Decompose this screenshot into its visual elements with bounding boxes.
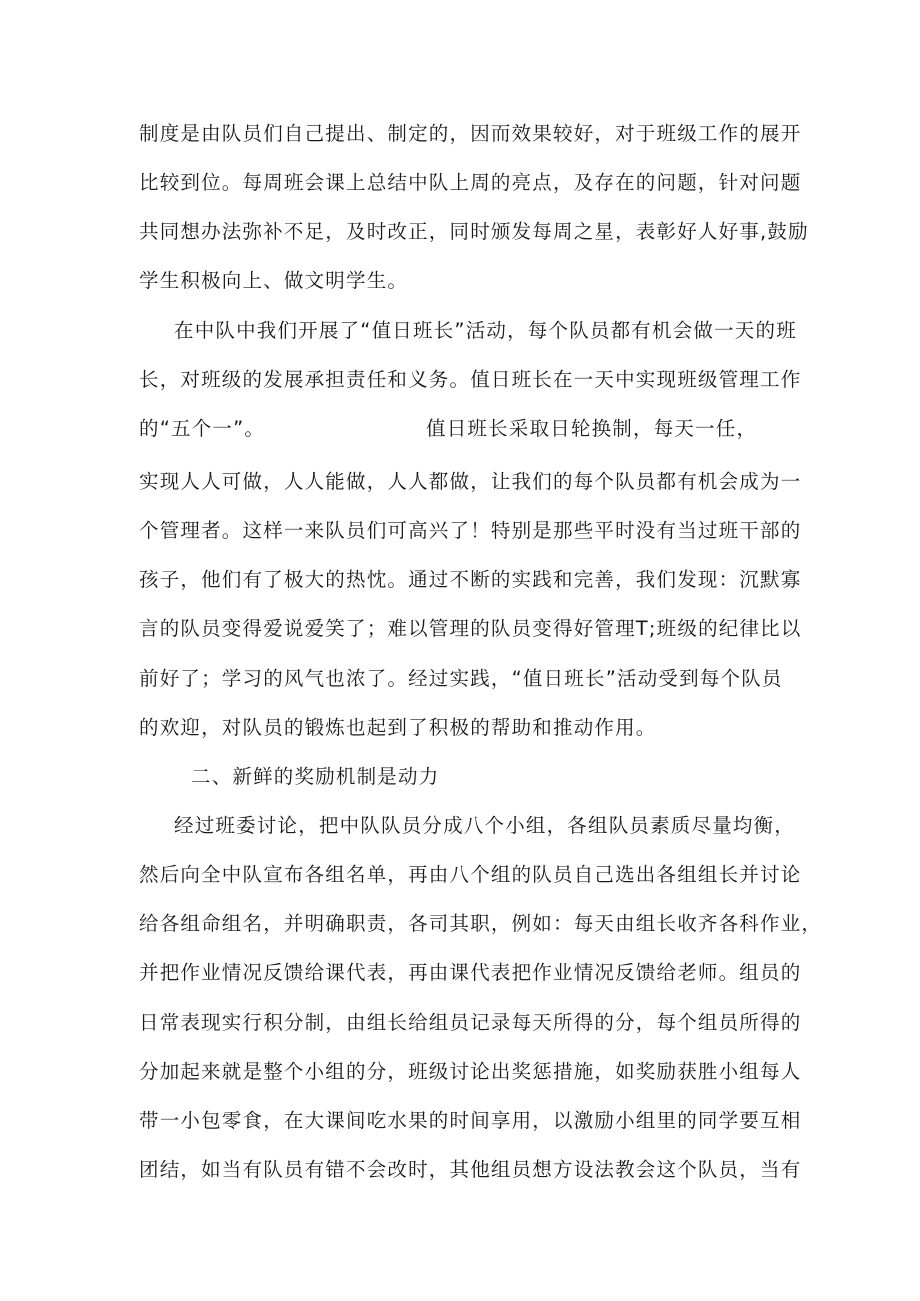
text-line: 共同想办法弥补不足，及时改正，同时颁发每周之星，表彰好人好事,鼓励 [139,220,809,243]
text-line: 学生积极向上、做文明学生。 [139,269,409,292]
text-line: 日常表现实行积分制，由组长给组员记录每天所得的分，每个组员所得的 [139,1011,802,1034]
text-line: 前好了；学习的风气也浓了。经过实践，“值日班长”活动受到每个队员 [139,667,783,690]
text-line: 言的队员变得爱说爱笑了；难以管理的队员变得好管理T;班级的纪律比以 [139,617,802,640]
text-line: 并把作业情况反馈给课代表，再由课代表把作业情况反馈给老师。组员的 [139,961,802,984]
text-line: 值日班长采取日轮换制，每天一任， [426,417,758,440]
text-line: 个管理者。这样一来队员们可高兴了！特别是那些平时没有当过班干部的 [139,519,802,542]
text-line: 带一小包零食，在大课间吃水果的时间享用，以激励小组里的同学要互相 [139,1109,802,1132]
text-line: 然后向全中队宣布各组名单，再由八个组的队员自己选出各组组长并讨论 [139,863,802,886]
text-line: 的欢迎，对队员的锻炼也起到了积极的帮助和推动作用。 [139,716,657,739]
section-heading: 二、新鲜的奖励机制是动力 [191,765,440,788]
text-line: 比较到位。每周班会课上总结中队上周的亮点，及存在的问题，针对问题 [139,171,802,194]
text-line: 实现人人可做，人人能做，人人都做，让我们的每个队员都有机会成为一 [139,470,802,493]
text-line: 孩子，他们有了极大的热忱。通过不断的实践和完善，我们发现：沉默寡 [139,568,802,591]
text-line: 团结，如当有队员有错不会改时，其他组员想方设法教会这个队员，当有 [139,1158,802,1181]
text-line: 长，对班级的发展承担责任和义务。值日班长在一天中实现班级管理工作 [139,368,802,391]
text-line: 的“五个一”。 [139,417,266,440]
text-line: 在中队中我们开展了“值日班长”活动，每个队员都有机会做一天的班 [174,319,797,342]
text-line: 经过班委讨论，把中队队员分成八个小组，各组队员素质尽量均衡， [174,814,796,837]
text-line: 制度是由队员们自己提出、制定的，因而效果较好，对于班级工作的展开 [139,122,802,145]
text-line: 给各组命组名，并明确职责，各司其职，例如：每天由组长收齐各科作业， [139,912,823,935]
text-line: 分加起来就是整个小组的分，班级讨论出奖惩措施，如奖励获胜小组每人 [139,1060,802,1083]
